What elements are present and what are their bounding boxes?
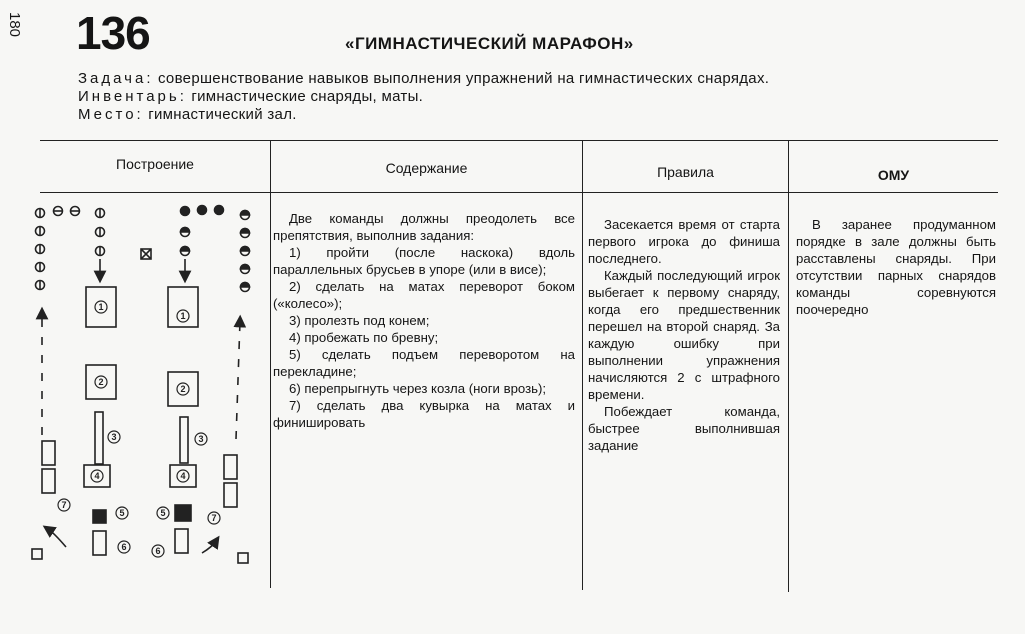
- omu-column: [796, 216, 996, 318]
- place-label: Место:: [78, 106, 144, 123]
- header-omu: ОМУ: [877, 167, 910, 183]
- content-step-2: 2) сделать на матах переворот боком («колесо»);: [273, 279, 575, 311]
- column-divider-3: [788, 140, 789, 592]
- content-step-4: 4) пробежать по бревну;: [289, 330, 439, 345]
- page-number: 180: [6, 11, 24, 38]
- station-6-label-b: 6: [155, 546, 161, 556]
- construction-diagram: [20, 195, 260, 575]
- content-intro: Две команды должны преодолеть все препятствия, выполнив задания:: [273, 211, 575, 243]
- station-6-label-a: 6: [121, 542, 127, 552]
- station-2-label-b: 2: [180, 384, 186, 394]
- omu-paragraph-1: В заранее продуманном порядке в зале должны быть расставлены снаряды. При отсутствии парных снарядов команды соревнуются поочередно: [796, 217, 996, 317]
- task-value: совершенствование навыков выполнения упражнений на гимнастических снарядах.: [157, 70, 770, 87]
- table-header-rule: [40, 192, 998, 193]
- station-3-label-b: 3: [198, 434, 204, 444]
- task-row: [78, 70, 769, 87]
- station-5-label-b: 5: [160, 508, 166, 518]
- content-column: [273, 210, 575, 431]
- station-5-label-a: 5: [119, 508, 125, 518]
- content-step-1: 1) пройти (после наскока) вдоль параллельных брусьев в упоре (или в висе);: [273, 245, 575, 277]
- team-a-players: [36, 207, 105, 290]
- inventory-label: Инвентарь:: [78, 88, 187, 105]
- station-4-label-b: 4: [180, 471, 186, 481]
- place-row: [78, 106, 297, 123]
- content-step-7: 7) сделать два кувырка на матах и финишировать: [273, 398, 575, 430]
- station-4-label-a: 4: [94, 471, 100, 481]
- column-divider-1: [270, 140, 271, 588]
- content-step-3: 3) пролезть под конем;: [289, 313, 430, 328]
- rules-column: [588, 216, 780, 454]
- station-1-label-b: 1: [180, 311, 186, 321]
- header-content: Содержание: [385, 160, 468, 176]
- task-label: Задача:: [78, 70, 154, 87]
- game-title: «ГИМНАСТИЧЕСКИЙ МАРАФОН»: [345, 34, 634, 53]
- rules-paragraph-1: Засекается время от старта первого игрока до финиша последнего.: [588, 217, 780, 266]
- station-2-label-a: 2: [98, 377, 104, 387]
- place-value: гимнастический зал.: [148, 106, 297, 123]
- inventory-value: гимнастические снаряды, маты.: [191, 88, 424, 105]
- station-7-label-a: 7: [61, 500, 67, 510]
- game-number: 136: [76, 7, 150, 59]
- table-top-rule: [40, 140, 998, 141]
- content-step-6: 6) перепрыгнуть через козла (ноги врозь);: [289, 381, 547, 396]
- station-3-label-a: 3: [111, 432, 117, 442]
- team-b-players: [181, 206, 250, 292]
- column-divider-2: [582, 140, 583, 590]
- rules-paragraph-3: Побеждает команда, быстрее выполнившая задание: [588, 404, 780, 453]
- header-rules: Правила: [657, 164, 714, 180]
- inventory-row: [78, 88, 423, 105]
- header-construction: Построение: [116, 156, 194, 172]
- rules-paragraph-2: Каждый последующий игрок выбегает к первому снаряду, когда его предшественник перешел на второй снаряд. За каждую ошибку при выполнении упражнения начисляются 2 с штрафного времени.: [588, 268, 780, 402]
- station-7-label-b: 7: [211, 513, 217, 523]
- station-1-label-a: 1: [98, 302, 104, 312]
- content-step-5: 5) сделать подъем переворотом на перекладине;: [273, 347, 575, 379]
